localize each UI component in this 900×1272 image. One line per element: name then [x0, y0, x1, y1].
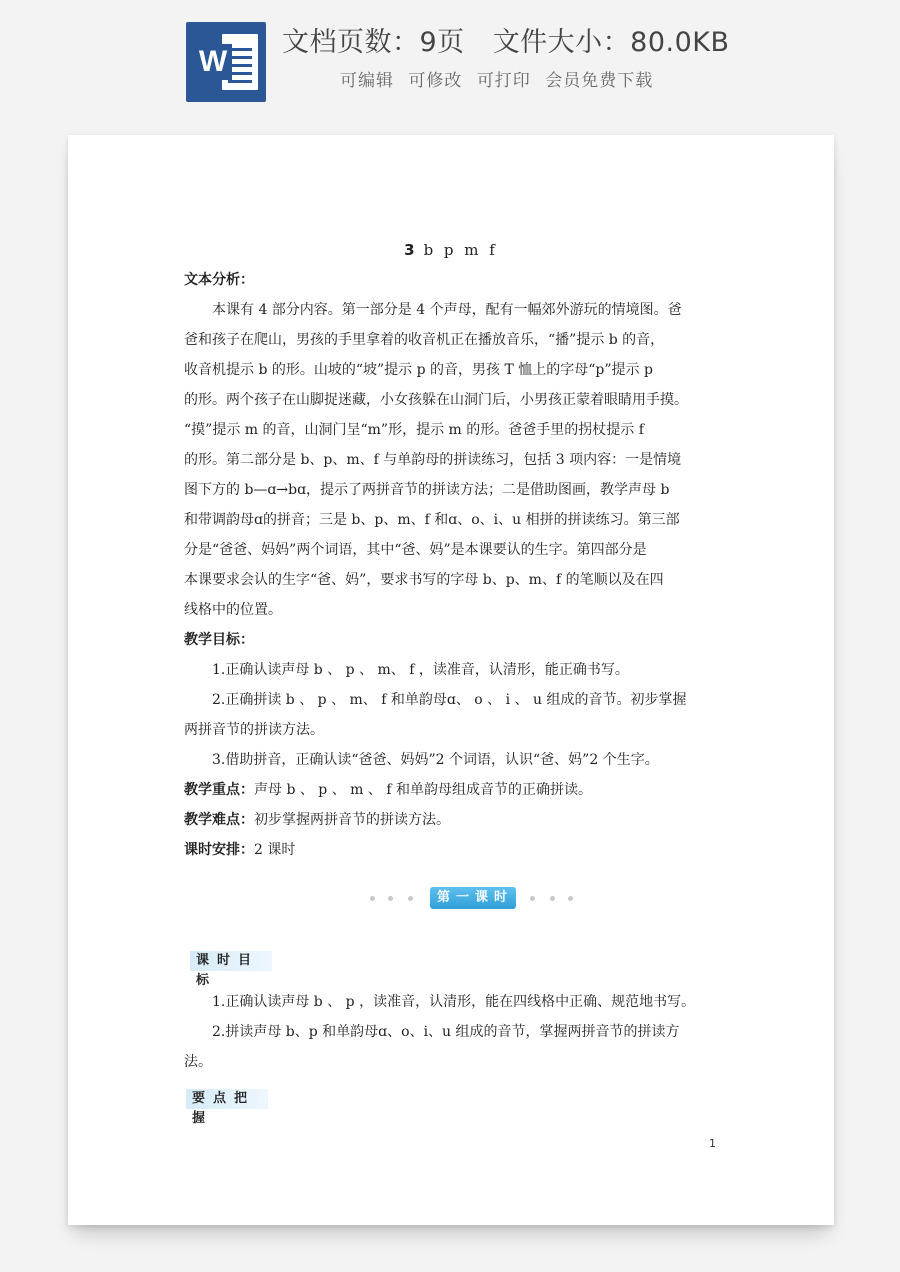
lesson-tag: 第一课时: [430, 887, 516, 909]
teaching-difficulty: [184, 805, 718, 835]
document-body: [184, 235, 718, 865]
goal-item-continued: 两拼音节的拼读方法。: [184, 722, 324, 738]
divider-dot: [550, 896, 555, 901]
lesson-goals-label: 课时目标: [190, 951, 272, 971]
analysis-line: 的形。第二部分是 b、p、m、f 与单韵母的拼读练习，包括 3 项内容：一是情境: [184, 452, 682, 468]
divider-dot: [408, 896, 413, 901]
teaching-goals-heading: 教学目标：: [184, 632, 254, 648]
text-analysis-heading: 文本分析：: [184, 272, 254, 288]
teaching-key-point: [184, 775, 718, 805]
file-size-label: 文件大小：80.0KB: [492, 27, 730, 58]
analysis-line: 爸和孩子在爬山，男孩的手里拿着的收音机正在播放音乐，“播”提示 b 的音，: [184, 332, 665, 348]
download-banner: [0, 0, 900, 120]
difficulty-text: 初步掌握两拼音节的拼读方法。: [254, 812, 450, 828]
key-point-label: 教学重点：: [184, 782, 254, 798]
schedule-text: 2 课时: [254, 842, 296, 858]
analysis-line: 和带调韵母ɑ的拼音；三是 b、p、m、f 和ɑ、o、i、u 相拼的拼读练习。第三部: [184, 512, 680, 528]
key-point-text: 声母 b 、 p 、 m 、 f 和单韵母组成音节的正确拼读。: [254, 782, 592, 798]
page-count-label: 文档页数：9页: [282, 27, 465, 58]
divider-dot: [530, 896, 535, 901]
analysis-line: 的形。两个孩子在山脚捉迷藏，小女孩躲在山洞门后，小男孩正蒙着眼睛用手摸。: [184, 392, 688, 408]
analysis-line: 线格中的位置。: [184, 602, 282, 618]
analysis-line: “摸”提示 m 的音，山洞门呈“m”形，提示 m 的形。爸爸手里的拐杖提示 f: [184, 422, 644, 438]
lesson-goal-item-continued: 法。: [184, 1054, 212, 1070]
goal-item: 2.正确拼读 b 、 p 、 m、 f 和单韵母ɑ、 o 、 i 、 u 组成的音节。初步掌握: [212, 692, 687, 708]
feature-list: [340, 66, 700, 91]
lesson-title-text: b p m f: [423, 241, 498, 259]
page-number: 1: [709, 1137, 716, 1150]
lesson-goal-item: 1.正确认读声母 b 、 p ，读准音，认清形，能在四线格中正确、规范地书写。: [212, 994, 696, 1010]
class-schedule: [184, 835, 718, 865]
lesson-goals: [184, 987, 718, 1077]
goal-item: 1.正确认读声母 b 、 p 、 m、 f ，读准音，认清形，能正确书写。: [212, 662, 629, 678]
lesson-goal-item: 2.拼读声母 b、p 和单韵母ɑ、o、i、u 组成的音节，掌握两拼音节的拼读方: [212, 1024, 680, 1040]
lesson-number: 3: [404, 241, 418, 259]
analysis-line: 收音机提示 b 的形。山坡的“坡”提示 p 的音，男孩 T 恤上的字母“p”提示 p: [184, 362, 653, 378]
word-icon-letter: W: [194, 44, 232, 80]
document-page: [68, 135, 834, 1225]
schedule-label: 课时安排：: [184, 842, 254, 858]
analysis-line: 本课有 4 部分内容。第一部分是 4 个声母，配有一幅郊外游玩的情境图。爸: [212, 302, 682, 318]
divider-dot: [388, 896, 393, 901]
analysis-line: 本课要求会认的生字“爸、妈”，要求书写的字母 b、p、m、f 的笔顺以及在四: [184, 572, 664, 588]
goal-item: 3.借助拼音，正确认读“爸爸、妈妈”2 个词语，认识“爸、妈”2 个生字。: [212, 752, 659, 768]
analysis-line: 分是“爸爸、妈妈”两个词语，其中“爸、妈”是本课要认的生字。第四部分是: [184, 542, 647, 558]
key-points-label: 要点把握: [186, 1089, 268, 1109]
feature-modifiable: 可修改: [408, 71, 463, 91]
feature-member-download: 会员免费下载: [545, 71, 654, 91]
analysis-line: 图下方的 b—ɑ→bɑ，提示了两拼音节的拼读方法；二是借助图画，教学声母 b: [184, 482, 670, 498]
divider-dot: [568, 896, 573, 901]
divider-dot: [370, 896, 375, 901]
lesson-divider: [368, 887, 588, 909]
word-document-icon: [186, 22, 266, 102]
lesson-title: [184, 235, 718, 265]
file-info: [282, 20, 752, 59]
feature-editable: 可编辑: [340, 71, 394, 91]
feature-printable: 可打印: [476, 71, 531, 91]
difficulty-label: 教学难点：: [184, 812, 254, 828]
